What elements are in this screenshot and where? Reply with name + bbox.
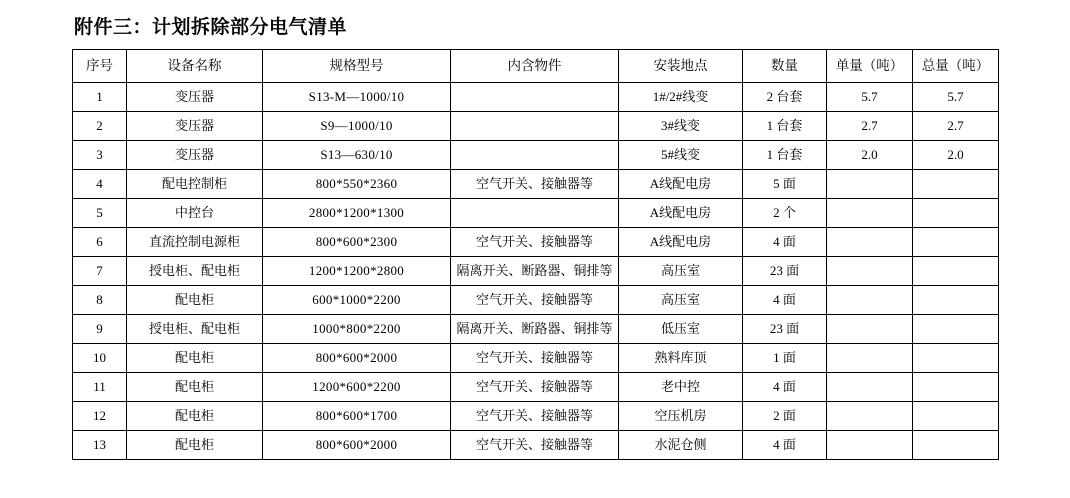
cell-quantity: 2 面: [743, 402, 827, 431]
cell-location: 空压机房: [619, 402, 743, 431]
cell-inner: 隔离开关、断路器、铜排等: [451, 315, 619, 344]
cell-location: 1#/2#线变: [619, 83, 743, 112]
column-header-unit-weight: 单量（吨）: [827, 50, 913, 83]
cell-location: A线配电房: [619, 228, 743, 257]
column-header-name: 设备名称: [127, 50, 263, 83]
cell-name: 授电柜、配电柜: [127, 257, 263, 286]
cell-spec: 600*1000*2200: [263, 286, 451, 315]
cell-seq: 6: [73, 228, 127, 257]
cell-inner: [451, 112, 619, 141]
cell-location: 3#线变: [619, 112, 743, 141]
cell-unit-weight: [827, 170, 913, 199]
cell-total-weight: [913, 315, 999, 344]
column-header-quantity: 数量: [743, 50, 827, 83]
cell-location: 低压室: [619, 315, 743, 344]
cell-location: 水泥仓侧: [619, 431, 743, 460]
cell-unit-weight: [827, 402, 913, 431]
cell-seq: 4: [73, 170, 127, 199]
cell-total-weight: 2.7: [913, 112, 999, 141]
cell-name: 配电控制柜: [127, 170, 263, 199]
cell-seq: 3: [73, 141, 127, 170]
table-row: [73, 83, 999, 112]
cell-inner: [451, 199, 619, 228]
cell-location: 5#线变: [619, 141, 743, 170]
table-row: [73, 315, 999, 344]
cell-total-weight: [913, 431, 999, 460]
cell-unit-weight: [827, 286, 913, 315]
cell-name: 中控台: [127, 199, 263, 228]
cell-unit-weight: [827, 315, 913, 344]
table-row: [73, 431, 999, 460]
cell-location: 老中控: [619, 373, 743, 402]
cell-spec: S13—630/10: [263, 141, 451, 170]
cell-total-weight: [913, 257, 999, 286]
column-header-total-weight: 总量（吨）: [913, 50, 999, 83]
cell-name: 配电柜: [127, 402, 263, 431]
cell-unit-weight: [827, 199, 913, 228]
cell-spec: 800*550*2360: [263, 170, 451, 199]
cell-spec: 800*600*2300: [263, 228, 451, 257]
table-row: [73, 112, 999, 141]
cell-inner: 隔离开关、断路器、铜排等: [451, 257, 619, 286]
cell-seq: 10: [73, 344, 127, 373]
cell-location: 高压室: [619, 286, 743, 315]
cell-inner: [451, 83, 619, 112]
cell-inner: 空气开关、接触器等: [451, 402, 619, 431]
table-row: [73, 257, 999, 286]
cell-name: 授电柜、配电柜: [127, 315, 263, 344]
cell-inner: 空气开关、接触器等: [451, 373, 619, 402]
cell-seq: 5: [73, 199, 127, 228]
table-row: [73, 228, 999, 257]
cell-unit-weight: 2.0: [827, 141, 913, 170]
cell-name: 配电柜: [127, 286, 263, 315]
table-row: [73, 402, 999, 431]
cell-inner: 空气开关、接触器等: [451, 286, 619, 315]
column-header-location: 安装地点: [619, 50, 743, 83]
cell-quantity: 2 个: [743, 199, 827, 228]
cell-total-weight: [913, 344, 999, 373]
cell-inner: [451, 141, 619, 170]
cell-name: 配电柜: [127, 344, 263, 373]
cell-spec: S9—1000/10: [263, 112, 451, 141]
column-header-spec: 规格型号: [263, 50, 451, 83]
cell-total-weight: [913, 170, 999, 199]
cell-name: 配电柜: [127, 431, 263, 460]
cell-quantity: 2 台套: [743, 83, 827, 112]
table-row: [73, 373, 999, 402]
cell-name: 直流控制电源柜: [127, 228, 263, 257]
cell-spec: 800*600*2000: [263, 431, 451, 460]
cell-quantity: 4 面: [743, 431, 827, 460]
cell-inner: 空气开关、接触器等: [451, 431, 619, 460]
column-header-seq: 序号: [73, 50, 127, 83]
table-header: [73, 50, 999, 83]
cell-seq: 7: [73, 257, 127, 286]
cell-name: 变压器: [127, 112, 263, 141]
cell-spec: 1200*1200*2800: [263, 257, 451, 286]
cell-inner: 空气开关、接触器等: [451, 344, 619, 373]
cell-location: 高压室: [619, 257, 743, 286]
cell-quantity: 1 台套: [743, 112, 827, 141]
cell-unit-weight: [827, 228, 913, 257]
cell-unit-weight: [827, 431, 913, 460]
cell-quantity: 4 面: [743, 373, 827, 402]
cell-seq: 8: [73, 286, 127, 315]
cell-spec: 2800*1200*1300: [263, 199, 451, 228]
page-title: 附件三：计划拆除部分电气清单: [74, 17, 348, 38]
cell-seq: 1: [73, 83, 127, 112]
cell-name: 配电柜: [127, 373, 263, 402]
cell-name: 变压器: [127, 141, 263, 170]
table-row: [73, 170, 999, 199]
cell-spec: 800*600*1700: [263, 402, 451, 431]
cell-location: A线配电房: [619, 170, 743, 199]
cell-location: 熟料库顶: [619, 344, 743, 373]
cell-quantity: 23 面: [743, 257, 827, 286]
cell-spec: 800*600*2000: [263, 344, 451, 373]
cell-total-weight: [913, 402, 999, 431]
cell-seq: 13: [73, 431, 127, 460]
cell-seq: 12: [73, 402, 127, 431]
cell-total-weight: [913, 373, 999, 402]
cell-spec: S13-M—1000/10: [263, 83, 451, 112]
cell-quantity: 5 面: [743, 170, 827, 199]
table-body: [73, 83, 999, 460]
cell-unit-weight: [827, 344, 913, 373]
cell-total-weight: [913, 286, 999, 315]
cell-total-weight: [913, 199, 999, 228]
table-row: [73, 141, 999, 170]
cell-seq: 9: [73, 315, 127, 344]
cell-spec: 1200*600*2200: [263, 373, 451, 402]
table-row: [73, 286, 999, 315]
cell-total-weight: [913, 228, 999, 257]
table-row: [73, 344, 999, 373]
cell-quantity: 4 面: [743, 286, 827, 315]
cell-quantity: 23 面: [743, 315, 827, 344]
cell-quantity: 1 面: [743, 344, 827, 373]
table-header-row: [73, 50, 999, 83]
cell-seq: 11: [73, 373, 127, 402]
cell-inner: 空气开关、接触器等: [451, 228, 619, 257]
cell-unit-weight: [827, 257, 913, 286]
cell-quantity: 4 面: [743, 228, 827, 257]
cell-unit-weight: 5.7: [827, 83, 913, 112]
equipment-table: [72, 49, 999, 460]
cell-seq: 2: [73, 112, 127, 141]
cell-unit-weight: [827, 373, 913, 402]
cell-inner: 空气开关、接触器等: [451, 170, 619, 199]
cell-quantity: 1 台套: [743, 141, 827, 170]
cell-location: A线配电房: [619, 199, 743, 228]
cell-name: 变压器: [127, 83, 263, 112]
column-header-inner: 内含物件: [451, 50, 619, 83]
cell-total-weight: 2.0: [913, 141, 999, 170]
table-row: [73, 199, 999, 228]
cell-total-weight: 5.7: [913, 83, 999, 112]
cell-spec: 1000*800*2200: [263, 315, 451, 344]
cell-unit-weight: 2.7: [827, 112, 913, 141]
